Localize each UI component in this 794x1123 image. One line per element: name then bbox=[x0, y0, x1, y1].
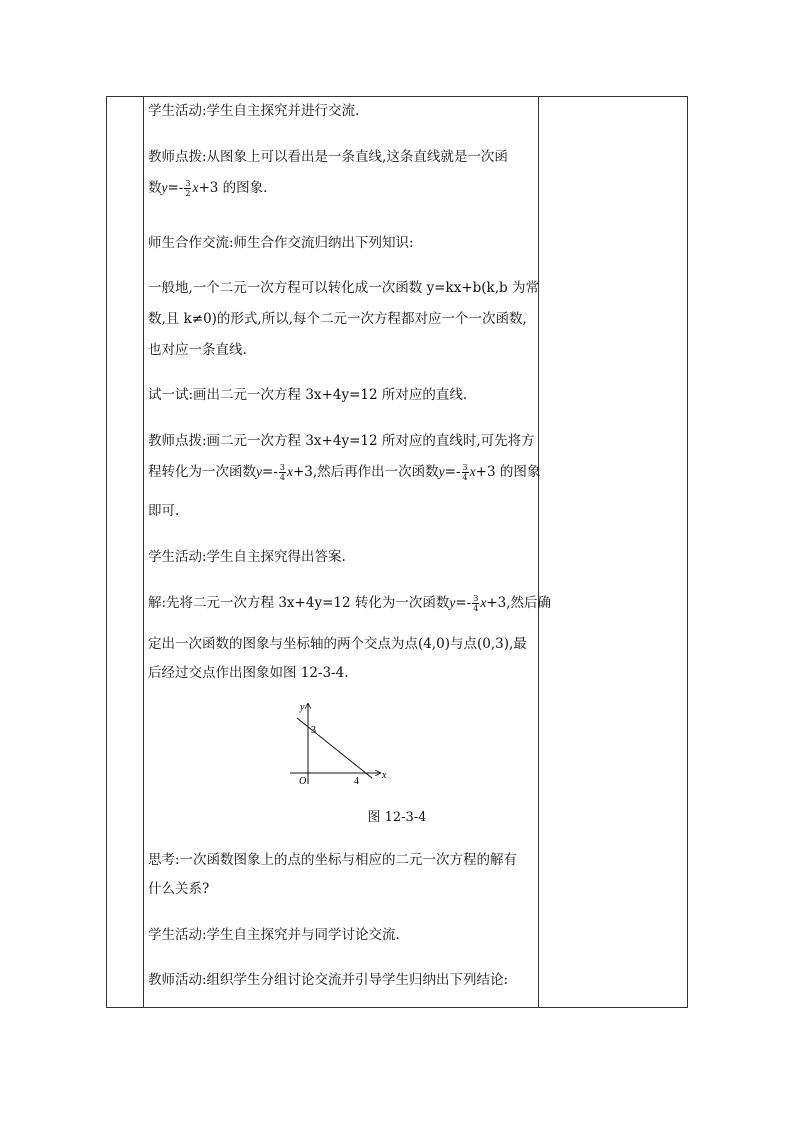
numerator: 3 bbox=[462, 463, 468, 472]
graph-svg bbox=[280, 698, 400, 788]
var-x: x bbox=[192, 180, 199, 195]
numerator: 3 bbox=[473, 594, 479, 603]
denominator: 4 bbox=[462, 473, 468, 482]
text: =- bbox=[262, 464, 278, 480]
paragraph-teacher-tip-1-line2 bbox=[148, 178, 538, 198]
column-divider-right bbox=[538, 97, 539, 1007]
paragraph-teacher-tip-1-line1: 教师点拨:从图象上可以看出是一条直线,这条直线就是一次函 bbox=[148, 149, 508, 165]
var-y: y bbox=[449, 595, 456, 610]
text: 数 bbox=[148, 180, 162, 196]
paragraph-general-line1: 一般地,一个二元一次方程可以转化成一次函数 y=kx+b(k,b 为常 bbox=[148, 280, 539, 296]
origin-label: O bbox=[299, 776, 307, 787]
x-intercept-label: 4 bbox=[354, 776, 359, 787]
var-x: x bbox=[286, 464, 293, 479]
denominator: 2 bbox=[185, 189, 191, 198]
numerator: 3 bbox=[279, 463, 285, 472]
paragraph-teacher-activity: 教师活动:组织学生分组讨论交流并引导学生归纳出下列结论: bbox=[148, 972, 509, 988]
text: =- bbox=[444, 464, 461, 480]
text: =- bbox=[167, 180, 184, 196]
paragraph-try: 试一试:画出二元一次方程 3x+4y=12 所对应的直线. bbox=[148, 387, 468, 403]
paragraph-student-activity-1: 学生活动:学生自主探究并进行交流. bbox=[148, 103, 360, 119]
text: +3,然后再作出一次函数 bbox=[292, 464, 439, 480]
y-intercept-label: 3 bbox=[311, 725, 316, 736]
paragraph-solution-line3: 后经过交点作出图象如图 12-3-4. bbox=[148, 665, 349, 681]
paragraph-solution-line2: 定出一次函数的图象与坐标轴的两个交点为点(4,0)与点(0,3),最 bbox=[148, 636, 527, 652]
x-axis-label: x bbox=[382, 770, 387, 781]
paragraph-think-line2: 什么关系? bbox=[148, 881, 210, 897]
graph-figure bbox=[280, 698, 400, 788]
var-y: y bbox=[161, 180, 168, 195]
var-y: y bbox=[438, 464, 445, 479]
paragraph-teacher-tip-2-line3: 即可. bbox=[148, 503, 180, 519]
denominator: 4 bbox=[279, 473, 285, 482]
var-y: y bbox=[256, 464, 262, 479]
fraction bbox=[184, 179, 191, 198]
text: +3,然后确 bbox=[486, 595, 552, 611]
paragraph-general-line3: 也对应一条直线. bbox=[148, 342, 247, 358]
paragraph-think-line1: 思考:一次函数图象上的点的坐标与相应的二元一次方程的解有 bbox=[148, 852, 518, 868]
text: 解:先将二元一次方程 3x+4y=12 转化为一次函数 bbox=[148, 595, 450, 611]
paragraph-cooperation: 师生合作交流:师生合作交流归纳出下列知识: bbox=[148, 235, 414, 251]
paragraph-teacher-tip-2-line2 bbox=[148, 462, 541, 482]
paragraph-general-line2: 数,且 k≠0)的形式,所以,每个二元一次方程都对应一个一次函数, bbox=[148, 311, 527, 327]
var-x: x bbox=[480, 595, 487, 610]
fraction bbox=[462, 463, 469, 482]
var-x: x bbox=[469, 464, 476, 479]
paragraph-teacher-tip-2-line1: 教师点拨:画二元一次方程 3x+4y=12 所对应的直线时,可先将方 bbox=[148, 433, 535, 449]
figure-caption: 图 12-3-4 bbox=[367, 810, 427, 825]
denominator: 4 bbox=[473, 604, 479, 613]
fraction bbox=[279, 463, 286, 482]
text: 程转化为一次函数 bbox=[148, 464, 256, 480]
numerator: 3 bbox=[185, 179, 191, 188]
paragraph-student-activity-2: 学生活动:学生自主探究得出答案. bbox=[148, 549, 346, 565]
paragraph-solution-line1 bbox=[148, 593, 552, 613]
column-divider-left bbox=[143, 97, 144, 1007]
y-axis-label: y bbox=[300, 702, 305, 713]
text: +3 的图象. bbox=[198, 180, 268, 196]
fraction bbox=[472, 594, 479, 613]
text: =- bbox=[455, 595, 472, 611]
text: +3 的图象 bbox=[475, 464, 541, 480]
paragraph-student-activity-3: 学生活动:学生自主探究并与同学讨论交流. bbox=[148, 927, 400, 943]
